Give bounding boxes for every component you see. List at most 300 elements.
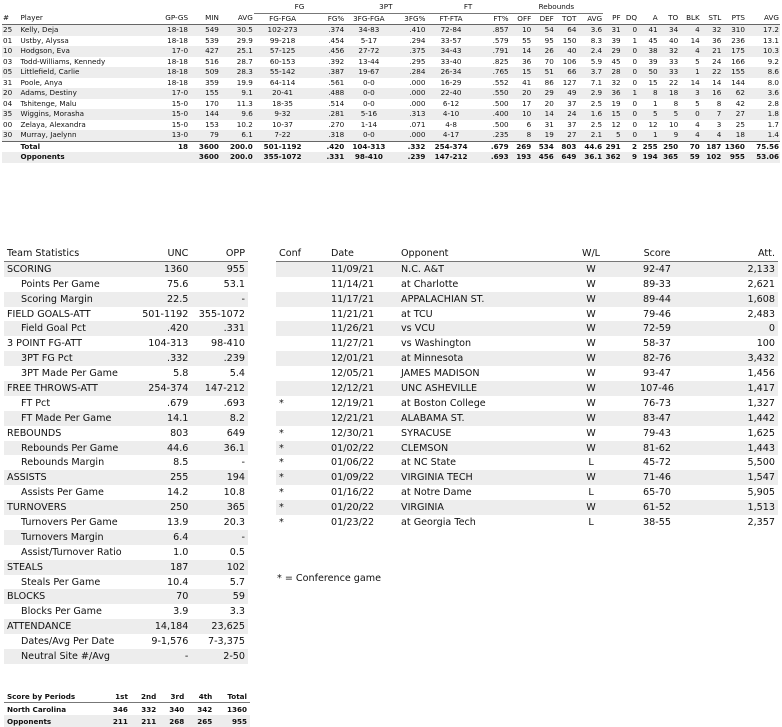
schedule-body (276, 261, 778, 530)
team-stat-opp: .239 (191, 351, 248, 366)
cell-off: 193 (510, 152, 533, 163)
player-row (2, 88, 780, 99)
team-stat-row (4, 575, 248, 590)
cell-stl: 102 (701, 152, 723, 163)
team-stat-opp: - (191, 530, 248, 545)
cell-def: 26 (532, 46, 555, 57)
team-stat-row (4, 530, 248, 545)
periods-p1: 211 (103, 715, 131, 727)
cell-a: 1 (638, 130, 659, 141)
cell-def: 86 (532, 78, 555, 89)
schedule-date: 12/05/21 (328, 366, 398, 381)
schedule-row (276, 411, 778, 426)
cell-blk: 59 (679, 152, 701, 163)
team-stat-unc: .679 (135, 396, 192, 411)
team-stat-row (4, 560, 248, 575)
team-stat-opp: - (191, 292, 248, 307)
team-stat-opp: 0.5 (191, 545, 248, 560)
schedule-conf (276, 292, 328, 307)
cell-pf: 36 (603, 88, 621, 99)
cell-to: 33 (659, 67, 680, 78)
cell-def: 95 (532, 36, 555, 47)
cell-fgfga: 9-32 (254, 109, 312, 120)
cell-num (2, 141, 19, 152)
schedule-row (276, 351, 778, 366)
cell-ftpct: .693 (476, 152, 510, 163)
cell-num: 35 (2, 109, 19, 120)
team-stat-label: 3 POINT FG-ATT (4, 336, 135, 351)
cell-blk: 4 (679, 46, 701, 57)
team-stat-row (4, 351, 248, 366)
col-3fgpct: 3FG% (393, 13, 427, 25)
cell-ftfta: 4-8 (426, 120, 475, 131)
schedule-date: 11/09/21 (328, 261, 398, 276)
cell-fgpct: .281 (311, 109, 345, 120)
cell-pts-avg: 1.7 (746, 120, 780, 131)
cell-dq: 1 (622, 88, 638, 99)
team-stat-row (4, 426, 248, 441)
schedule-conf (276, 366, 328, 381)
cell-fgpct: .392 (311, 57, 345, 68)
cell-dq: 0 (622, 25, 638, 36)
cell-avg: 28.3 (220, 67, 254, 78)
cell-player: Murray, Jaelynn (19, 130, 142, 141)
cell-3fgpct: .295 (393, 57, 427, 68)
schedule-att: 2,621 (700, 277, 778, 292)
cell-ftfta: 4-10 (426, 109, 475, 120)
cell-to: 8 (659, 99, 680, 110)
cell-3fgpct: .313 (393, 109, 427, 120)
schedule-score: 45-72 (614, 455, 700, 470)
schedule-att: 1,456 (700, 366, 778, 381)
cell-gpgs: 18-18 (143, 36, 189, 47)
col-2nd: 2nd (131, 690, 159, 703)
team-stat-label: Steals Per Game (4, 575, 135, 590)
schedule-score: 76-73 (614, 396, 700, 411)
schedule-att: 1,442 (700, 411, 778, 426)
cell-min: 3600 (189, 141, 220, 152)
schedule-score: 82-76 (614, 351, 700, 366)
schedule-date: 12/19/21 (328, 396, 398, 411)
cell-gpgs: 17-0 (143, 88, 189, 99)
cell-def: 19 (532, 130, 555, 141)
col-total: Total (215, 690, 250, 703)
cell-fgfga: 7-22 (254, 130, 312, 141)
schedule-att: 1,513 (700, 500, 778, 515)
cell-gpgs (143, 152, 189, 163)
schedule-att: 2,483 (700, 307, 778, 322)
schedule-wl: W (568, 261, 614, 276)
schedule-wl: W (568, 426, 614, 441)
cell-dq: 9 (622, 152, 638, 163)
team-stat-label: ATTENDANCE (4, 619, 135, 634)
team-stat-unc: 13.9 (135, 515, 192, 530)
cell-pf: 362 (603, 152, 621, 163)
schedule-conf: * (276, 470, 328, 485)
schedule-opponent: APPALACHIAN ST. (398, 292, 568, 307)
cell-3fgpct: .375 (393, 46, 427, 57)
cell-blk: 14 (679, 36, 701, 47)
cell-avg: 19.9 (220, 78, 254, 89)
schedule-row (276, 455, 778, 470)
team-stat-unc: 8.5 (135, 455, 192, 470)
schedule-score: 89-44 (614, 292, 700, 307)
team-stat-label: 3PT Made Per Game (4, 366, 135, 381)
schedule-att: 2,133 (700, 261, 778, 276)
cell-num: 10 (2, 46, 19, 57)
cell-off: 17 (510, 99, 533, 110)
cell-def: 54 (532, 25, 555, 36)
team-stats-body (4, 261, 248, 664)
periods-row (4, 715, 250, 727)
schedule-score: 81-62 (614, 441, 700, 456)
schedule-row (276, 441, 778, 456)
schedule-wl: W (568, 381, 614, 396)
cell-ftpct: .579 (476, 36, 510, 47)
schedule-opponent: N.C. A&T (398, 261, 568, 276)
cell-num: 20 (2, 88, 19, 99)
team-stat-label: Turnovers Margin (4, 530, 135, 545)
cell-ftpct: .500 (476, 120, 510, 131)
cell-stl: 4 (701, 130, 723, 141)
cell-gpgs: 15-0 (143, 120, 189, 131)
col-3rd: 3rd (159, 690, 187, 703)
cell-3fgpct: .294 (393, 36, 427, 47)
cell-3fgpct: .410 (393, 25, 427, 36)
cell-pts-avg: 2.8 (746, 99, 780, 110)
col-tot: TOT (555, 13, 578, 25)
schedule-score: 65-70 (614, 485, 700, 500)
cell-to: 9 (659, 130, 680, 141)
col-pf: PF (603, 13, 621, 25)
schedule-row (276, 261, 778, 276)
cell-tot: 27 (555, 130, 578, 141)
team-stat-row (4, 307, 248, 322)
cell-pts-avg: 53.06 (746, 152, 780, 163)
cell-fgfga: 55-142 (254, 67, 312, 78)
cell-pts-avg: 75.56 (746, 141, 780, 152)
cell-fgpct: .456 (311, 46, 345, 57)
schedule-score: 107-46 (614, 381, 700, 396)
team-stat-row (4, 261, 248, 276)
col-dq: DQ (622, 13, 638, 25)
cell-gpgs: 18 (143, 141, 189, 152)
schedule-wl: W (568, 366, 614, 381)
cell-num: 31 (2, 78, 19, 89)
team-stat-label: Points Per Game (4, 277, 135, 292)
team-stat-unc: 75.6 (135, 277, 192, 292)
total-row (2, 141, 780, 152)
cell-reb-avg: 2.5 (577, 120, 603, 131)
schedule-score: 38-55 (614, 515, 700, 530)
cell-dq: 0 (622, 78, 638, 89)
cell-ftfta: 4-17 (426, 130, 475, 141)
cell-num: 00 (2, 120, 19, 131)
team-stat-row (4, 292, 248, 307)
cell-off: 10 (510, 109, 533, 120)
cell-num: 30 (2, 130, 19, 141)
cell-tot: 24 (555, 109, 578, 120)
group-fg: FG (254, 2, 345, 13)
periods-total: 955 (215, 715, 250, 727)
cell-pts: 144 (722, 78, 746, 89)
cell-dq: 0 (622, 130, 638, 141)
cell-gpgs: 18-18 (143, 25, 189, 36)
col-opponent: Opponent (398, 246, 568, 261)
cell-ftpct: .500 (476, 99, 510, 110)
cell-3fgfga: 1-14 (345, 120, 392, 131)
col-stl: STL (701, 13, 723, 25)
periods-total: 1360 (215, 703, 250, 716)
schedule-wl: L (568, 485, 614, 500)
cell-ftfta: 34-43 (426, 46, 475, 57)
cell-reb-avg: 2.1 (577, 130, 603, 141)
col-ftfta: FT-FTA (426, 13, 475, 25)
cell-min: 153 (189, 120, 220, 131)
cell-3fgfga: 0-0 (345, 78, 392, 89)
cell-tot: 150 (555, 36, 578, 47)
cell-pts: 42 (722, 99, 746, 110)
group-ft: FT (426, 2, 509, 13)
schedule-conf (276, 277, 328, 292)
cell-pf: 45 (603, 57, 621, 68)
cell-a: 255 (638, 141, 659, 152)
team-stat-opp: 355-1072 (191, 307, 248, 322)
col-3fgfga: 3FG-FGA (345, 13, 392, 25)
cell-fgfga: 20-41 (254, 88, 312, 99)
cell-stl: 187 (701, 141, 723, 152)
schedule-row (276, 515, 778, 530)
schedule-att: 1,608 (700, 292, 778, 307)
cell-pts-avg: 9.2 (746, 57, 780, 68)
col-wl: W/L (568, 246, 614, 261)
schedule-conf: * (276, 485, 328, 500)
cell-pts: 955 (722, 152, 746, 163)
cell-fgfga: 60-153 (254, 57, 312, 68)
player-row (2, 57, 780, 68)
cell-stl: 21 (701, 46, 723, 57)
cell-ftfta: 26-34 (426, 67, 475, 78)
schedule-score: 79-43 (614, 426, 700, 441)
cell-num: 25 (2, 25, 19, 36)
cell-avg: 9.1 (220, 88, 254, 99)
schedule-conf: * (276, 455, 328, 470)
cell-pts: 18 (722, 130, 746, 141)
player-table-header (2, 13, 780, 25)
cell-off: 10 (510, 25, 533, 36)
schedule-row (276, 485, 778, 500)
team-stat-row (4, 470, 248, 485)
team-stat-row (4, 634, 248, 649)
team-stat-label: FIELD GOALS-ATT (4, 307, 135, 322)
team-stat-opp: .331 (191, 321, 248, 336)
periods-p2: 211 (131, 715, 159, 727)
team-stat-row (4, 515, 248, 530)
schedule-opponent: vs Washington (398, 336, 568, 351)
cell-blk: 4 (679, 130, 701, 141)
team-stat-label: Rebounds Margin (4, 455, 135, 470)
team-stat-opp: 98-410 (191, 336, 248, 351)
player-row (2, 130, 780, 141)
cell-tot: 649 (555, 152, 578, 163)
schedule-att: 3,432 (700, 351, 778, 366)
team-stat-opp: 23,625 (191, 619, 248, 634)
cell-player: Wiggins, Morasha (19, 109, 142, 120)
cell-min: 155 (189, 88, 220, 99)
cell-avg: 9.6 (220, 109, 254, 120)
cell-min: 359 (189, 78, 220, 89)
schedule-row (276, 470, 778, 485)
cell-3fgfga: 13-44 (345, 57, 392, 68)
cell-num: 04 (2, 99, 19, 110)
schedule-wl: L (568, 455, 614, 470)
col-fgpct: FG% (311, 13, 345, 25)
team-stat-row (4, 604, 248, 619)
team-stat-row (4, 366, 248, 381)
cell-tot: 37 (555, 99, 578, 110)
cell-fgpct: .331 (311, 152, 345, 163)
cell-def: 534 (532, 141, 555, 152)
team-stat-row (4, 321, 248, 336)
cell-3fgfga: 104-313 (345, 141, 392, 152)
schedule-score: 83-47 (614, 411, 700, 426)
schedule-opponent: UNC ASHEVILLE (398, 381, 568, 396)
cell-ftpct: .679 (476, 141, 510, 152)
col-date: Date (328, 246, 398, 261)
schedule-date: 12/30/21 (328, 426, 398, 441)
cell-min: 509 (189, 67, 220, 78)
schedule-date: 01/09/22 (328, 470, 398, 485)
cell-reb-avg: 2.4 (577, 46, 603, 57)
cell-fgfga: 355-1072 (254, 152, 312, 163)
team-stat-row (4, 336, 248, 351)
cell-stl: 3 (701, 120, 723, 131)
cell-reb-avg: 5.9 (577, 57, 603, 68)
schedule-row (276, 396, 778, 411)
opponents-row (2, 152, 780, 163)
cell-fgfga: 99-218 (254, 36, 312, 47)
cell-3fgpct: .071 (393, 120, 427, 131)
cell-pts-avg: 1.8 (746, 109, 780, 120)
cell-3fgfga: 0-0 (345, 99, 392, 110)
cell-player: Opponents (19, 152, 142, 163)
cell-to: 33 (659, 57, 680, 68)
periods-p4: 342 (187, 703, 215, 716)
team-stat-unc: 14.2 (135, 485, 192, 500)
cell-dq: 0 (622, 57, 638, 68)
cell-stl: 24 (701, 57, 723, 68)
schedule-wl: L (568, 515, 614, 530)
player-row (2, 99, 780, 110)
schedule-att: 5,905 (700, 485, 778, 500)
cell-3fgfga: 34-83 (345, 25, 392, 36)
team-stat-unc: 9-1,576 (135, 634, 192, 649)
cell-off: 36 (510, 57, 533, 68)
cell-num: 03 (2, 57, 19, 68)
cell-gpgs: 18-18 (143, 67, 189, 78)
schedule-opponent: at TCU (398, 307, 568, 322)
team-stat-unc: 255 (135, 470, 192, 485)
cell-avg: 200.0 (220, 152, 254, 163)
team-stat-opp: 955 (191, 261, 248, 276)
player-table-group-header (2, 2, 780, 13)
schedule-header (276, 246, 778, 261)
cell-ftpct: .552 (476, 78, 510, 89)
cell-stl: 22 (701, 67, 723, 78)
schedule-date: 01/02/22 (328, 441, 398, 456)
team-stat-unc: 250 (135, 500, 192, 515)
cell-ftfta: 16-29 (426, 78, 475, 89)
schedule-score: 93-47 (614, 366, 700, 381)
player-row (2, 36, 780, 47)
cell-pts: 310 (722, 25, 746, 36)
schedule-date: 11/21/21 (328, 307, 398, 322)
cell-3fgfga: 19-67 (345, 67, 392, 78)
team-stat-label: TURNOVERS (4, 500, 135, 515)
cell-stl: 36 (701, 36, 723, 47)
cell-min: 3600 (189, 152, 220, 163)
cell-3fgpct: .000 (393, 78, 427, 89)
cell-blk: 0 (679, 109, 701, 120)
cell-reb-avg: 2.5 (577, 99, 603, 110)
schedule-date: 01/16/22 (328, 485, 398, 500)
cell-reb-avg: 7.1 (577, 78, 603, 89)
cell-3fgfga: 27-72 (345, 46, 392, 57)
schedule-conf: * (276, 500, 328, 515)
schedule-row (276, 500, 778, 515)
cell-blk: 1 (679, 67, 701, 78)
score-by-periods-table (4, 690, 250, 727)
cell-ftpct: .857 (476, 25, 510, 36)
schedule-score: 58-37 (614, 336, 700, 351)
col-avg: AVG (220, 13, 254, 25)
schedule-att: 2,357 (700, 515, 778, 530)
col-opp: OPP (191, 246, 248, 261)
schedule-conf (276, 321, 328, 336)
schedule-att: 1,547 (700, 470, 778, 485)
team-stat-opp: - (191, 455, 248, 470)
cell-gpgs: 17-0 (143, 46, 189, 57)
cell-pf: 31 (603, 25, 621, 36)
cell-fgpct: .488 (311, 88, 345, 99)
cell-a: 8 (638, 88, 659, 99)
cell-a: 38 (638, 46, 659, 57)
cell-stl: 7 (701, 109, 723, 120)
team-stat-row (4, 455, 248, 470)
schedule-wl: W (568, 307, 614, 322)
cell-fgfga: 501-1192 (254, 141, 312, 152)
schedule-opponent: at Boston College (398, 396, 568, 411)
cell-3fgfga: 98-410 (345, 152, 392, 163)
team-stat-unc: 14,184 (135, 619, 192, 634)
cell-pf: 291 (603, 141, 621, 152)
cell-min: 427 (189, 46, 220, 57)
col-a: A (638, 13, 659, 25)
schedule-date: 12/21/21 (328, 411, 398, 426)
cell-reb-avg: 36.1 (577, 152, 603, 163)
cell-reb-avg: 2.9 (577, 88, 603, 99)
player-row (2, 67, 780, 78)
cell-ftpct: .791 (476, 46, 510, 57)
team-stat-label: SCORING (4, 261, 135, 276)
periods-row (4, 703, 250, 716)
col-fgfga: FG-FGA (254, 13, 312, 25)
team-stat-unc: 501-1192 (135, 307, 192, 322)
team-stat-row (4, 545, 248, 560)
cell-player: Littlefield, Carlie (19, 67, 142, 78)
cell-reb-avg: 3.6 (577, 25, 603, 36)
col-def: DEF (532, 13, 555, 25)
